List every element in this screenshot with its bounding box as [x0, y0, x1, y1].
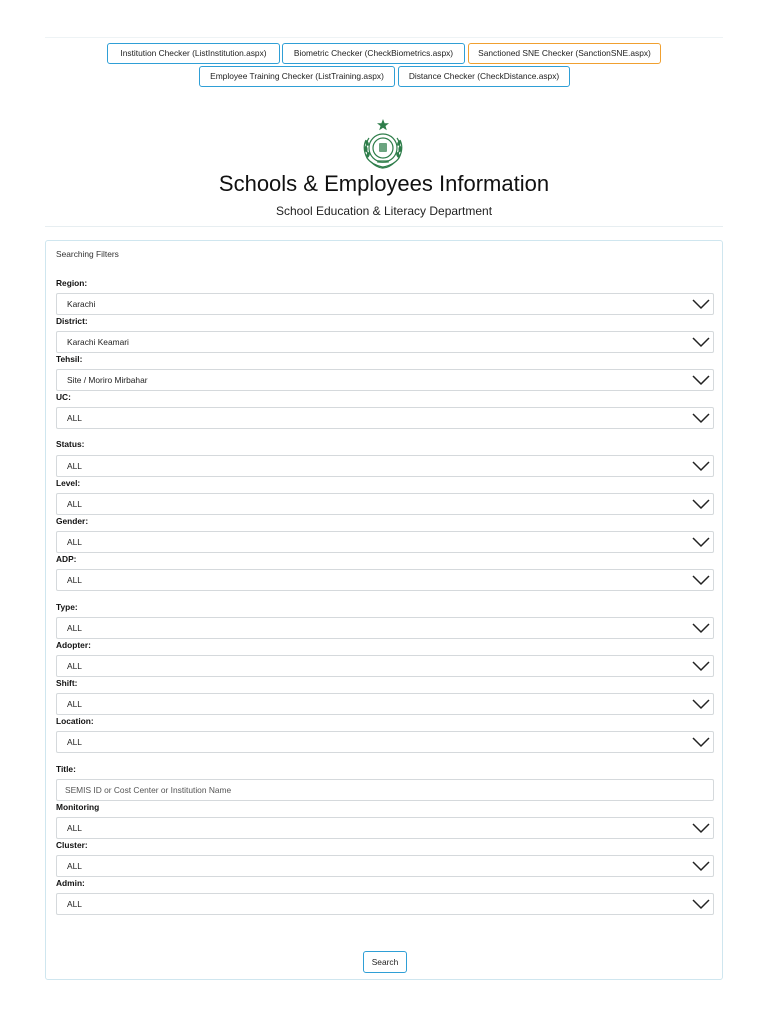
monitoring-label: Monitoring	[56, 802, 100, 812]
district-select[interactable]	[56, 331, 714, 353]
adopter-value: ALL	[67, 661, 82, 671]
distance-checker-link[interactable]: Distance Checker (CheckDistance.aspx)	[398, 66, 570, 87]
cluster-value: ALL	[67, 861, 82, 871]
status-label: Status:	[56, 439, 85, 449]
tehsil-label: Tehsil:	[56, 354, 83, 364]
admin-label: Admin:	[56, 878, 85, 888]
gender-label: Gender:	[56, 516, 89, 526]
title-search-input[interactable]	[56, 779, 714, 801]
search-filters-panel	[45, 240, 723, 980]
header-divider	[45, 226, 723, 227]
title-label: Title:	[56, 764, 76, 774]
location-label: Location:	[56, 716, 94, 726]
level-select[interactable]	[56, 493, 714, 515]
adp-value: ALL	[67, 575, 82, 585]
tehsil-value: Site / Moriro Mirbahar	[67, 375, 148, 385]
search-button[interactable]: Search	[363, 951, 407, 973]
uc-label: UC:	[56, 392, 71, 402]
monitoring-select[interactable]	[56, 817, 714, 839]
location-select[interactable]	[56, 731, 714, 753]
tehsil-select[interactable]	[56, 369, 714, 391]
chevron-down-icon	[691, 573, 711, 587]
type-value: ALL	[67, 623, 82, 633]
uc-value: ALL	[67, 413, 82, 423]
chevron-down-icon	[691, 373, 711, 387]
chevron-down-icon	[691, 897, 711, 911]
chevron-down-icon	[691, 297, 711, 311]
gender-select[interactable]	[56, 531, 714, 553]
chevron-down-icon	[691, 821, 711, 835]
shift-value: ALL	[67, 699, 82, 709]
shift-label: Shift:	[56, 678, 78, 688]
admin-select[interactable]	[56, 893, 714, 915]
adopter-label: Adopter:	[56, 640, 91, 650]
status-value: ALL	[67, 461, 82, 471]
chevron-down-icon	[691, 411, 711, 425]
district-label: District:	[56, 316, 88, 326]
type-select[interactable]	[56, 617, 714, 639]
sindh-government-emblem-icon	[358, 118, 408, 170]
admin-value: ALL	[67, 899, 82, 909]
gender-value: ALL	[67, 537, 82, 547]
chevron-down-icon	[691, 459, 711, 473]
shift-select[interactable]	[56, 693, 714, 715]
top-divider	[45, 37, 723, 38]
region-select[interactable]	[56, 293, 714, 315]
cluster-label: Cluster:	[56, 840, 88, 850]
sanctioned-sne-checker-link[interactable]: Sanctioned SNE Checker (SanctionSNE.aspx)	[468, 43, 661, 64]
cluster-select[interactable]	[56, 855, 714, 877]
chevron-down-icon	[691, 859, 711, 873]
page-subtitle: School Education & Literacy Department	[275, 204, 493, 218]
district-value: Karachi Keamari	[67, 337, 129, 347]
chevron-down-icon	[691, 697, 711, 711]
chevron-down-icon	[691, 659, 711, 673]
uc-select[interactable]	[56, 407, 714, 429]
status-select[interactable]	[56, 455, 714, 477]
region-value: Karachi	[67, 299, 96, 309]
adp-select[interactable]	[56, 569, 714, 591]
adopter-select[interactable]	[56, 655, 714, 677]
chevron-down-icon	[691, 535, 711, 549]
employee-training-checker-link[interactable]: Employee Training Checker (ListTraining.aspx)	[199, 66, 395, 87]
institution-checker-link[interactable]: Institution Checker (ListInstitution.aspx)	[107, 43, 280, 64]
page-title: Schools & Employees Information	[218, 171, 550, 196]
adp-label: ADP:	[56, 554, 77, 564]
level-value: ALL	[67, 499, 82, 509]
location-value: ALL	[67, 737, 82, 747]
monitoring-value: ALL	[67, 823, 82, 833]
biometric-checker-link[interactable]: Biometric Checker (CheckBiometrics.aspx)	[282, 43, 465, 64]
chevron-down-icon	[691, 497, 711, 511]
panel-title: Searching Filters	[56, 249, 119, 259]
type-label: Type:	[56, 602, 78, 612]
chevron-down-icon	[691, 335, 711, 349]
chevron-down-icon	[691, 735, 711, 749]
region-label: Region:	[56, 278, 88, 288]
chevron-down-icon	[691, 621, 711, 635]
level-label: Level:	[56, 478, 81, 488]
